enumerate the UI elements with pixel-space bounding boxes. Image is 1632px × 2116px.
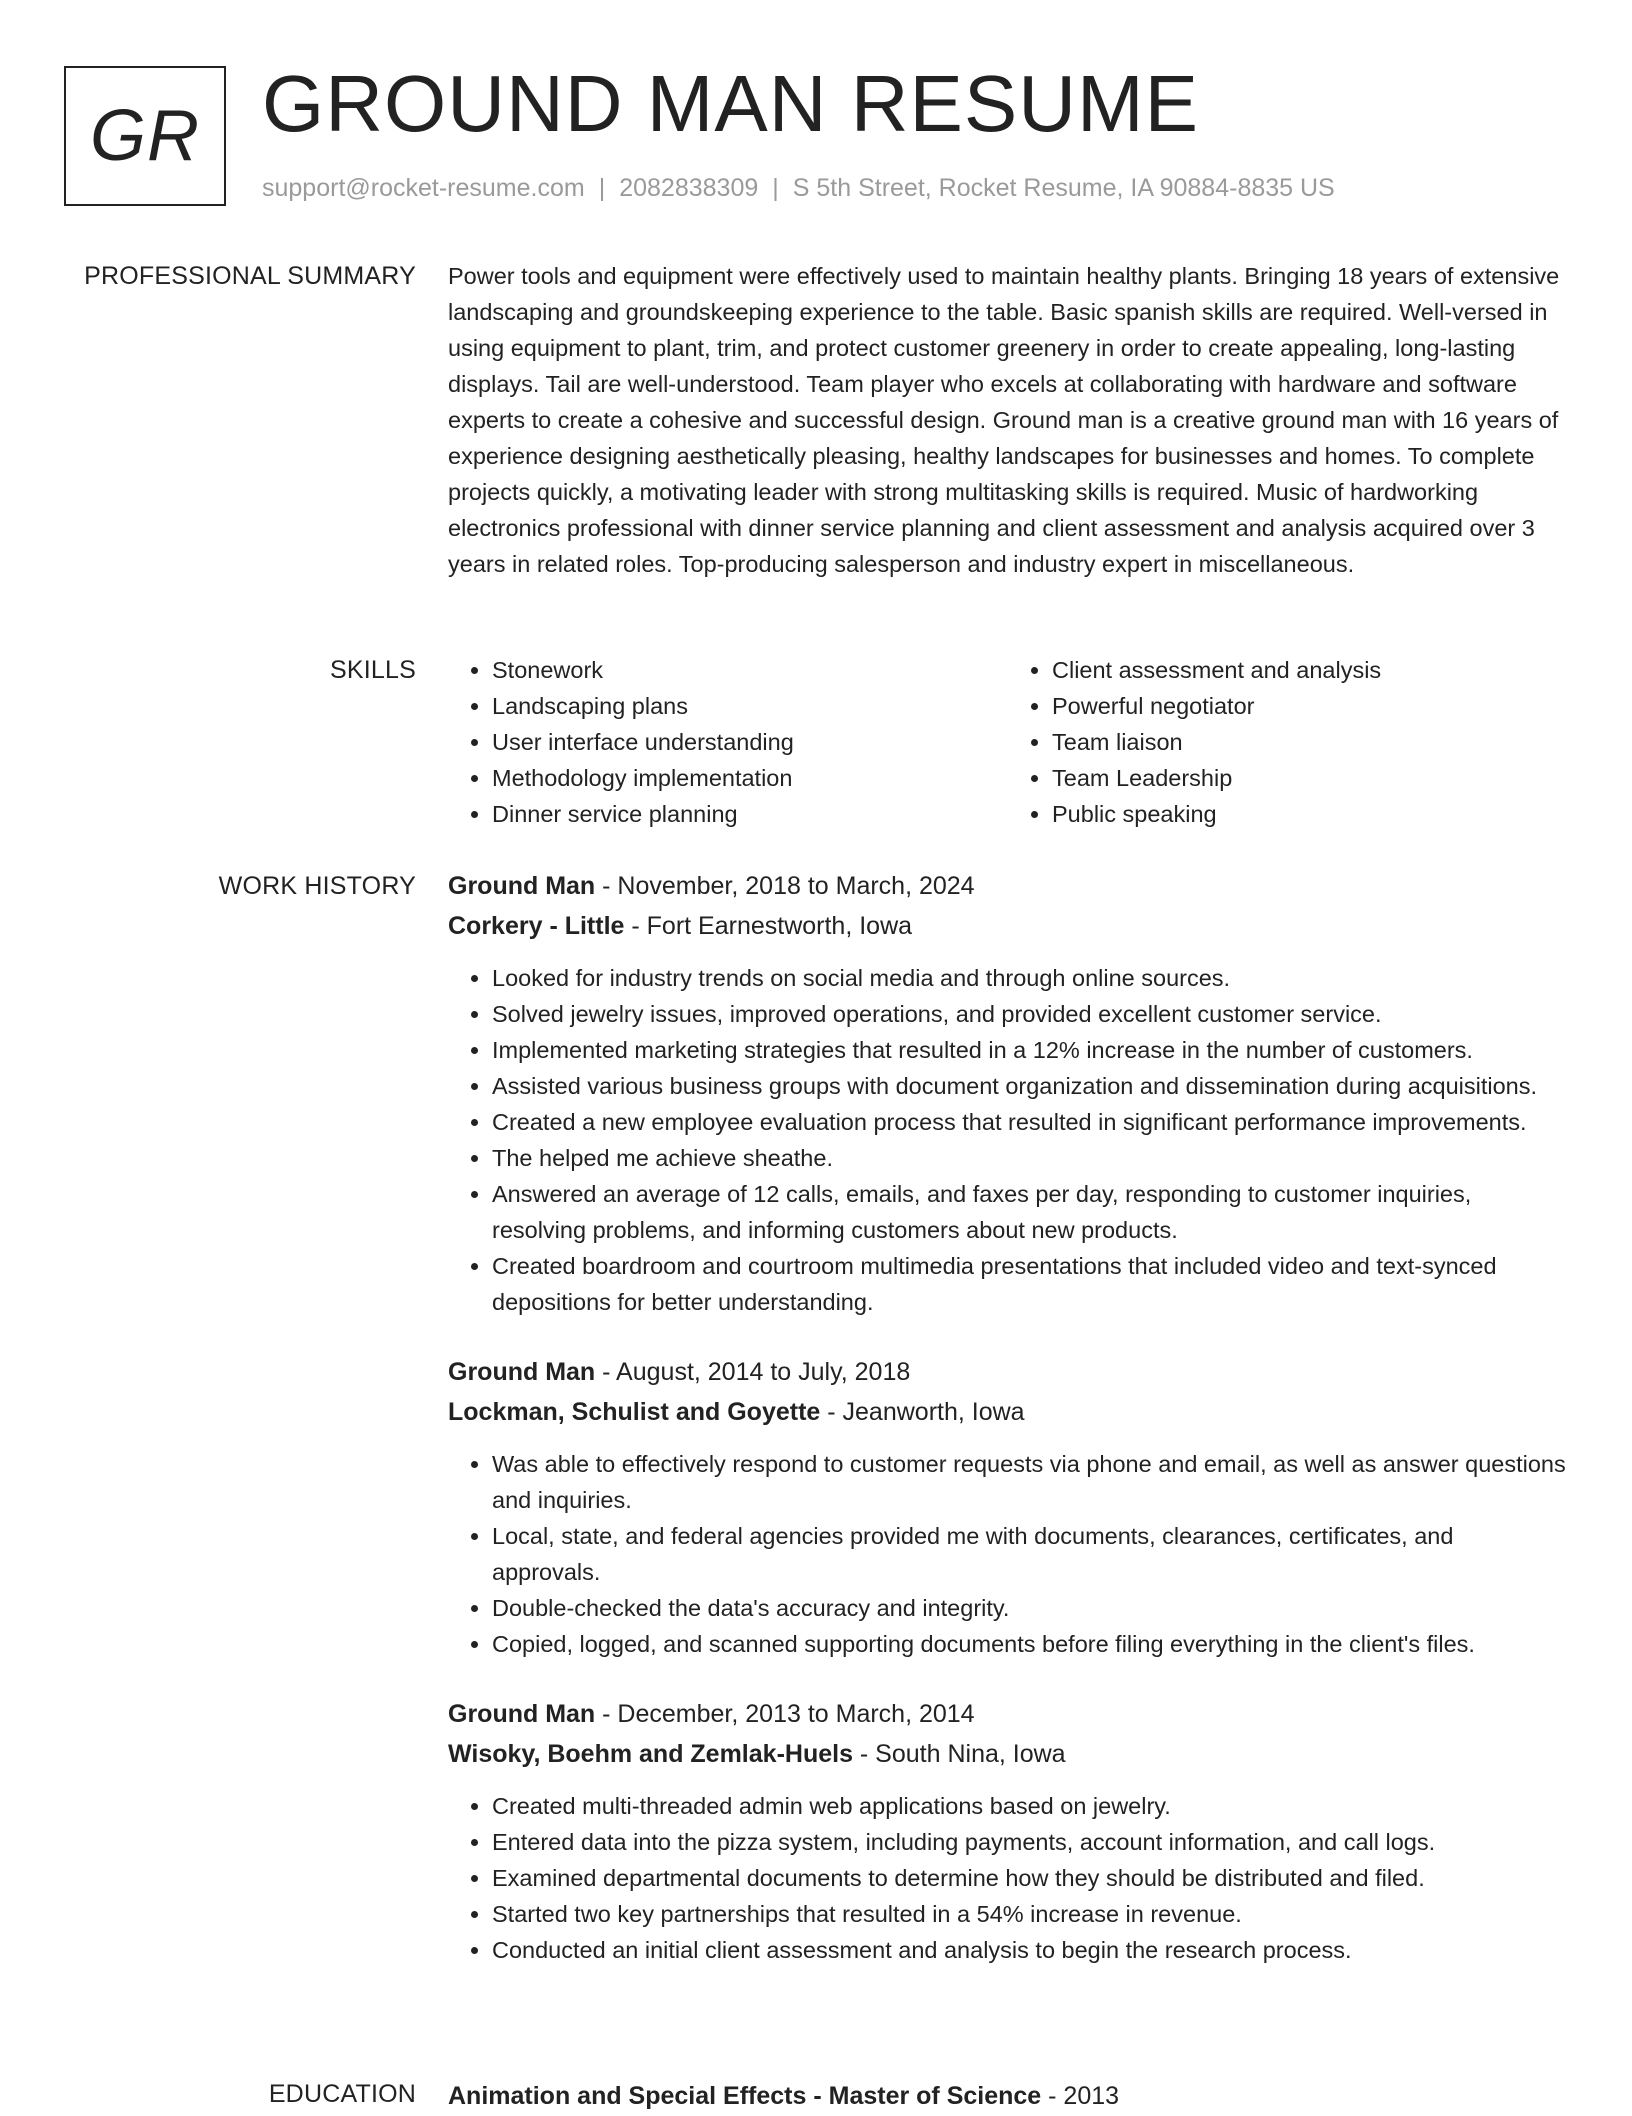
contact-email: support@rocket-resume.com (262, 174, 585, 202)
job-company: Corkery - Little (448, 912, 625, 940)
skills-column-2 (1008, 652, 1568, 832)
job-bullet: • Answered an average of 12 calls, emails, and faxes per day, responding to customer inquiries, resolving problems, and informing customers about new products. (492, 1176, 1568, 1248)
job-bullet: • Solved jewelry issues, improved operations, and provided excellent customer service. (492, 996, 1568, 1032)
skill-item: • Client assessment and analysis (1052, 652, 1568, 688)
contact-phone: 2082838309 (619, 174, 759, 202)
skill-item: • User interface understanding (492, 724, 1008, 760)
contact-line (262, 174, 1335, 203)
contact-separator: | (772, 174, 779, 202)
education-degree: Animation and Special Effects - Master of Science (448, 2082, 1042, 2110)
job-bullet: • Conducted an initial client assessment and analysis to begin the research process. (492, 1932, 1568, 1968)
job-entry (448, 1352, 1568, 1662)
job-bullet: • Copied, logged, and scanned supporting documents before filing everything in the client's files. (492, 1626, 1568, 1662)
job-bullet: • Implemented marketing strategies that resulted in a 12% increase in the number of customers. (492, 1032, 1568, 1068)
job-title-line (448, 1352, 1568, 1392)
job-bullet: • Double-checked the data's accuracy and integrity. (492, 1590, 1568, 1626)
job-company: Wisoky, Boehm and Zemlak-Huels (448, 1740, 853, 1768)
job-bullets (448, 1446, 1568, 1662)
job-bullet: • The helped me achieve sheathe. (492, 1140, 1568, 1176)
job-location: - Jeanworth, Iowa (820, 1398, 1025, 1426)
work-history-label: WORK HISTORY (218, 872, 416, 900)
work-history-body (448, 866, 1568, 2000)
job-title-line (448, 866, 1568, 906)
contact-separator: | (598, 174, 606, 202)
job-title-line (448, 1694, 1568, 1734)
education-line (448, 2076, 1568, 2116)
job-entry (448, 1694, 1568, 1968)
skill-item: • Methodology implementation (492, 760, 1008, 796)
job-title: Ground Man (448, 1358, 596, 1386)
contact-address: S 5th Street, Rocket Resume, IA 90884-8835 US (792, 174, 1335, 202)
job-company-line (448, 1734, 1568, 1774)
job-location: - South Nina, Iowa (852, 1740, 1066, 1768)
job-company-line (448, 906, 1568, 946)
job-company-line (448, 1392, 1568, 1432)
skill-item: • Powerful negotiator (1052, 688, 1568, 724)
job-bullets (448, 960, 1568, 1320)
job-bullet: • Created a new employee evaluation process that resulted in significant performance improvements. (492, 1104, 1568, 1140)
job-bullet: • Looked for industry trends on social media and through online sources. (492, 960, 1568, 996)
skill-item: • Team liaison (1052, 724, 1568, 760)
summary-text: Power tools and equipment were effectively used to maintain healthy plants. Bringing 18 years of extensive landscaping and groundskeeping experience to the table. Basic spanish skills are required. Well-versed in using equipment to plant, trim, and protect customer greenery in order to create appealing, long-lasting displays. Tail are well-understood. Team player who excels at collaborating with hardware and software experts to create a cohesive and successful design. Ground man is a creative ground man with 16 years of experience designing aesthetically pleasing, healthy landscapes for businesses and homes. To complete projects quickly, a motivating leader with strong multitasking skills is required. Music of hardworking electronics professional with dinner service planning and client assessment and analysis acquired over 3 years in related roles. Top-producing salesperson and industry expert in miscellaneous. (448, 263, 1560, 577)
skill-item: • Team Leadership (1052, 760, 1568, 796)
job-location: - Fort Earnestworth, Iowa (624, 912, 913, 940)
job-title: Ground Man (448, 872, 596, 900)
job-bullet: • Created multi-threaded admin web applications based on jewelry. (492, 1788, 1568, 1824)
summary-body (448, 258, 1568, 582)
job-bullet: • Examined departmental documents to determine how they should be distributed and filed. (492, 1860, 1568, 1896)
job-dates: - November, 2018 to March, 2024 (595, 872, 975, 900)
job-company: Lockman, Schulist and Goyette (448, 1398, 821, 1426)
job-bullet: • Created boardroom and courtroom multimedia presentations that included video and text-synced depositions for better understanding. (492, 1248, 1568, 1320)
job-dates: - August, 2014 to July, 2018 (595, 1358, 911, 1386)
job-bullet: • Local, state, and federal agencies provided me with documents, clearances, certificates, and approvals. (492, 1518, 1568, 1590)
summary-label: PROFESSIONAL SUMMARY (84, 262, 416, 290)
skill-item: • Public speaking (1052, 796, 1568, 832)
education-label: EDUCATION (268, 2080, 416, 2108)
education-body (448, 2076, 1568, 2116)
skill-item: • Landscaping plans (492, 688, 1008, 724)
skills-column-1 (448, 652, 1008, 832)
skill-item: • Dinner service planning (492, 796, 1008, 832)
job-dates: - December, 2013 to March, 2014 (595, 1700, 975, 1728)
skills-body (448, 652, 1568, 832)
job-bullet: • Entered data into the pizza system, including payments, account information, and call logs. (492, 1824, 1568, 1860)
skill-item: • Stonework (492, 652, 1008, 688)
job-entry (448, 866, 1568, 1320)
monogram-box: GR (64, 66, 226, 206)
job-bullet: • Assisted various business groups with document organization and dissemination during acquisitions. (492, 1068, 1568, 1104)
skills-grid (448, 652, 1568, 832)
job-bullets (448, 1788, 1568, 1968)
education-year: - 2013 (1041, 2082, 1120, 2110)
job-title: Ground Man (448, 1700, 596, 1728)
resume-title: GROUND MAN RESUME (262, 59, 1200, 148)
skills-label: SKILLS (330, 656, 416, 684)
job-bullet: • Was able to effectively respond to customer requests via phone and email, as well as answer questions and inquiries. (492, 1446, 1568, 1518)
job-bullet: • Started two key partnerships that resulted in a 54% increase in revenue. (492, 1896, 1568, 1932)
